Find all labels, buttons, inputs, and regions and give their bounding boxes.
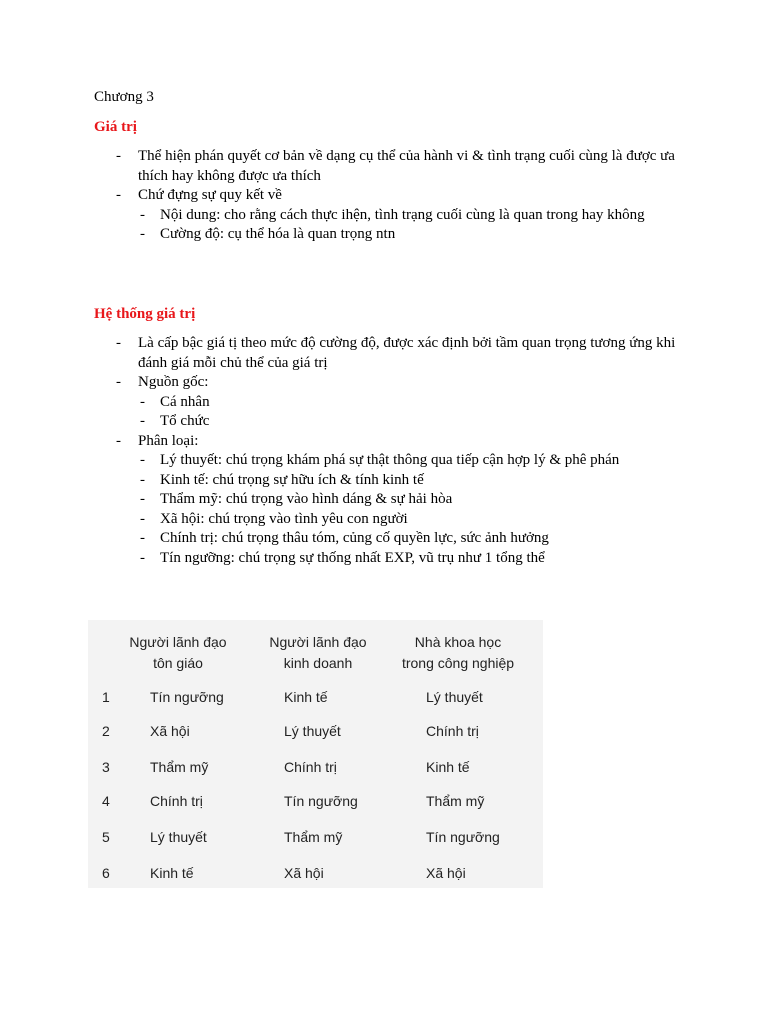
rank-number: 5	[102, 829, 110, 845]
list-item-text: Tín ngưỡng: chú trọng sự thống nhất EXP, vũ trụ như 1 tổng thể	[160, 549, 545, 566]
list-item-text: Xã hội: chú trọng vào tình yêu con người	[160, 510, 408, 527]
bullet-dash: -	[140, 226, 145, 242]
bullet-dash: -	[140, 491, 145, 507]
table-cell: Kinh tế	[426, 759, 470, 775]
bullet-dash: -	[140, 413, 145, 429]
list-item-text: Chứ đựng sự quy kết về	[138, 187, 282, 203]
table-cell: Tín ngưỡng	[426, 829, 500, 845]
list-item-text: Cá nhân	[160, 393, 210, 410]
table-cell: Xã hội	[426, 865, 466, 881]
table-cell: Thẩm mỹ	[150, 759, 209, 775]
list-item-text: Nguồn gốc:	[138, 374, 209, 390]
section-heading-values: Giá trị	[94, 119, 137, 135]
table-cell: Lý thuyết	[426, 689, 483, 705]
bullet-dash: -	[140, 530, 145, 546]
table-header-religious-leader: Người lãnh đạo tôn giáo	[129, 634, 227, 671]
sub-list-item	[138, 451, 676, 471]
bullet-dash: -	[140, 471, 145, 488]
table-cell: Chính trị	[426, 723, 479, 739]
sub-list-item	[138, 490, 676, 510]
list-item-text: Kinh tế: chú trọng sự hữu ích & tính kinh tế	[160, 471, 424, 488]
bullet-dash: -	[140, 510, 145, 527]
table-row	[88, 792, 543, 814]
rank-number: 1	[102, 689, 110, 705]
bullet-dash: -	[116, 148, 121, 164]
bullet-dash: -	[116, 187, 121, 203]
sub-list-item	[138, 225, 676, 245]
sub-list-item	[138, 471, 676, 491]
section-heading-value-system: Hệ thống giá trị	[94, 306, 196, 322]
list-item-text: Phân loại:	[138, 432, 199, 449]
sub-list-item	[138, 549, 676, 569]
bullet-dash: -	[140, 393, 145, 410]
table-cell: Thẩm mỹ	[284, 829, 343, 845]
table-cell: Chính trị	[150, 793, 203, 809]
list-item-text: Thẩm mỹ: chú trọng vào hình dáng & sự hải hòa	[160, 491, 453, 507]
rank-number: 6	[102, 865, 110, 881]
list-item-text: Nội dung: cho rằng cách thực ihện, tình trạng cuối cùng là quan trong hay không	[160, 206, 645, 223]
rank-number: 2	[102, 723, 110, 739]
list-item-text: Lý thuyết: chú trọng khám phá sự thật thông qua tiếp cận hợp lý & phê phán	[160, 452, 620, 468]
sub-list-item	[138, 510, 676, 530]
rank-number: 4	[102, 793, 110, 809]
table-row	[88, 864, 543, 886]
table-cell: Xã hội	[150, 723, 190, 739]
table-cell: Thẩm mỹ	[426, 793, 485, 809]
list-item-text: Tổ chức	[160, 413, 210, 429]
chapter-label: Chương 3	[94, 89, 154, 105]
rank-number: 3	[102, 759, 110, 775]
list-item	[116, 147, 676, 186]
table-cell: Chính trị	[284, 759, 337, 775]
list-item	[116, 186, 676, 206]
bullet-dash: -	[140, 549, 145, 566]
values-list	[116, 147, 676, 245]
table-cell: Kinh tế	[150, 865, 194, 881]
list-item-text: Thể hiện phán quyết cơ bản về dạng cụ thể của hành vi & tình trạng cuối cùng là được ưa thích hay không được ưa thích	[138, 148, 675, 184]
list-item	[116, 373, 676, 393]
table-row	[88, 722, 543, 744]
sub-list-item	[138, 529, 676, 549]
table-cell: Tín ngưỡng	[284, 793, 358, 809]
table-header-industrial-scientist: Nhà khoa học trong công nghiệp	[401, 634, 515, 671]
bullet-dash: -	[140, 452, 145, 468]
table-cell: Kinh tế	[284, 689, 328, 705]
sub-list-item	[138, 412, 676, 432]
sub-list-item	[138, 206, 676, 226]
list-item	[116, 432, 676, 452]
bullet-dash: -	[116, 374, 121, 390]
table-header-business-leader: Người lãnh đạo kinh doanh	[269, 634, 367, 671]
value-ranking-table	[88, 620, 543, 888]
bullet-dash: -	[140, 206, 145, 223]
table-row	[88, 828, 543, 850]
list-item-text: Chính trị: chú trọng thâu tóm, củng cố quyền lực, sức ảnh hưởng	[160, 530, 549, 546]
table-cell: Xã hội	[284, 865, 324, 881]
sub-list-item	[138, 393, 676, 413]
table-row	[88, 758, 543, 780]
table-row	[88, 688, 543, 710]
value-system-list	[116, 334, 676, 568]
list-item-text: Cường độ: cụ thể hóa là quan trọng ntn	[160, 226, 396, 242]
bullet-dash: -	[116, 335, 121, 351]
table-cell: Lý thuyết	[284, 723, 341, 739]
list-item	[116, 334, 676, 373]
table-cell: Tín ngưỡng	[150, 689, 224, 705]
list-item-text: Là cấp bậc giá tị theo mức độ cường độ, được xác định bởi tầm quan trọng tương ứng khi đánh giá mỗi chủ thể của giá trị	[138, 335, 676, 371]
table-cell: Lý thuyết	[150, 829, 207, 845]
bullet-dash: -	[116, 432, 121, 449]
